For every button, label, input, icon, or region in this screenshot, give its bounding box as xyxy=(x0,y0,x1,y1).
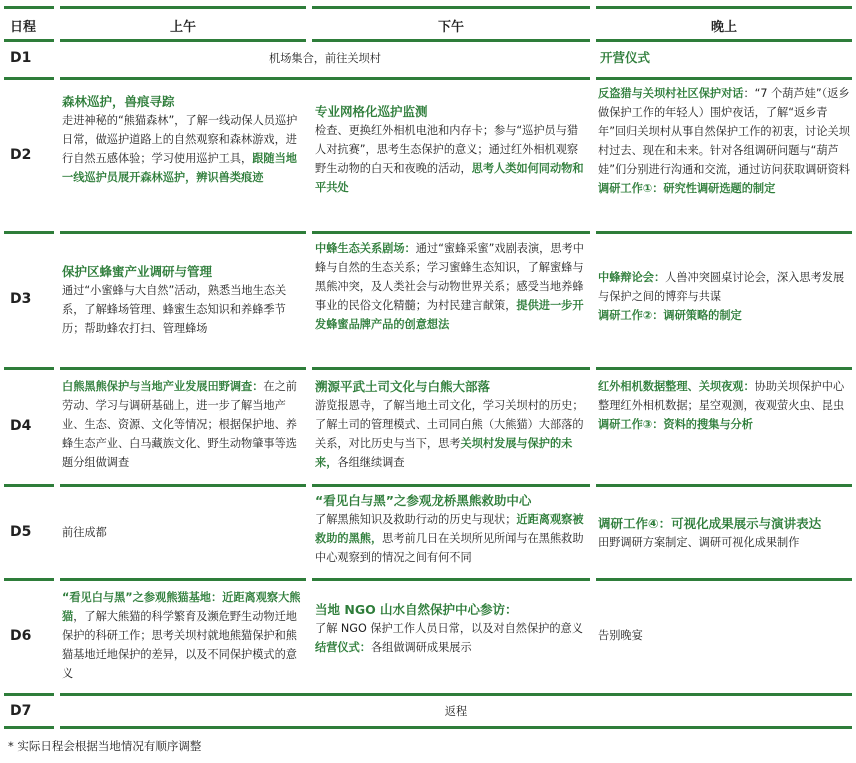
d3-afternoon-title: 中蜂生态关系剧场： xyxy=(315,242,416,255)
row-rule xyxy=(596,39,852,42)
row-rule xyxy=(60,693,852,696)
header-rule xyxy=(4,6,54,9)
header-day: 日程 xyxy=(10,20,37,35)
d2-evening-text: ：“7 个葫芦娃”（返乡做保护工作的年轻人）围炉夜话，了解“返乡青年”回归关坝村从事自然保护工作的初衷，讨论关坝村过去、现在和未来。针对各组调研问题与“葫芦娃”们分别进行沟通和交流，通过访问获取调研资料 xyxy=(598,87,850,176)
header-morning: 上午 xyxy=(169,20,196,35)
d4-afternoon xyxy=(315,377,587,472)
d6-evening: 告别晚宴 xyxy=(598,629,643,642)
row-rule xyxy=(312,231,590,234)
d5-evening-text: 田野调研方案制定、调研可视化成果制作 xyxy=(598,536,800,549)
row-rule xyxy=(60,231,306,234)
row-rule xyxy=(596,367,852,370)
d2-morning-title: 森林巡护，兽痕寻踪 xyxy=(62,94,175,109)
d5-afternoon-tail: 思考前几日在关坝所见所闻与在黑熊救助中心观察到的情况之间有何不同 xyxy=(315,532,584,564)
d3-afternoon xyxy=(315,239,587,334)
d5-morning: 前往成都 xyxy=(62,526,107,539)
row-rule xyxy=(4,578,54,581)
d2-afternoon-highlight: 思考人类如何同动物和平共处 xyxy=(315,162,584,194)
footnote: * 实际日程会根据当地情况有顺序调整 xyxy=(8,739,202,753)
d1-evening-title: 开营仪式 xyxy=(600,50,651,65)
d3-evening xyxy=(598,268,850,325)
d3-afternoon-highlight: 提供进一步开发蜂蜜品牌产品的创意想法 xyxy=(315,299,584,331)
row-rule xyxy=(60,484,306,487)
d2-afternoon xyxy=(315,102,587,197)
row-rule xyxy=(4,484,54,487)
row-rule xyxy=(60,77,590,80)
d5-evening xyxy=(598,514,850,552)
day-label: D1 xyxy=(10,50,32,66)
day-label: D6 xyxy=(10,628,32,644)
d5-evening-highlight: 调研工作④：可视化成果展示与演讲表达 xyxy=(598,516,822,531)
d5-afternoon-highlight: 近距离观察被救助的黑熊， xyxy=(315,513,584,545)
row-rule xyxy=(596,578,852,581)
day-label: D4 xyxy=(10,418,32,434)
d2-morning xyxy=(62,92,304,187)
d5-afternoon-title: “看见白与黑”之参观龙桥黑熊救助中心 xyxy=(315,493,532,508)
header-rule xyxy=(60,6,306,9)
d4-afternoon-tail: 各组继续调查 xyxy=(337,456,405,469)
d6-afternoon-tail: 各组做调研成果展示 xyxy=(370,641,472,654)
header-rule xyxy=(312,6,590,9)
d3-morning xyxy=(62,262,304,338)
day-label: D3 xyxy=(10,291,32,307)
d6-afternoon-title: 当地 NGO 山水自然保护中心参访： xyxy=(315,602,518,617)
d2-morning-text: 走进神秘的“熊猫森林”，了解一线动保人员巡护日常，做巡护道路上的自然观察和森林游戏，进行自然五感体验；学习使用巡护工具， xyxy=(62,114,298,165)
d5-afternoon-text: 了解黑熊知识及救助行动的历史与现状； xyxy=(315,513,517,526)
d4-morning-title: 白熊黑熊保护与当地产业发展田野调查： xyxy=(62,380,264,393)
d2-afternoon-text: 检查、更换红外相机电池和内存卡；参与“巡护员与猎人对抗赛”，思考生态保护的意义；通过红外相机观察野生动物的白天和夜晚的活动， xyxy=(315,124,579,175)
d2-morning-highlight: 跟随当地一线巡护员展开森林巡护，辨识兽类痕迹 xyxy=(62,152,297,184)
day-label: D7 xyxy=(10,703,32,719)
d2-afternoon-title: 专业网格化巡护监测 xyxy=(315,104,428,119)
d4-evening-highlight: 调研工作③：资料的搜集与分析 xyxy=(598,418,753,431)
d4-evening-title: 红外相机数据整理、关坝夜观： xyxy=(598,380,755,393)
row-rule xyxy=(4,231,54,234)
d3-evening-title: 中蜂辩论会： xyxy=(598,271,666,284)
header-rule xyxy=(596,6,852,9)
row-rule xyxy=(4,726,54,729)
d6-afternoon xyxy=(315,600,587,657)
d2-evening-title: 反盗猎与关坝村社区保护对话 xyxy=(598,87,744,100)
d3-afternoon-text: 通过“蜜蜂采蜜”戏剧表演，思考中蜂与自然的生态关系；学习蜜蜂生态知识，了解蜜蜂与黑熊冲突，及人类社会与动物世界关系；感受当地养蜂事业的民俗文化精髓；为村民建言献策， xyxy=(315,242,584,312)
row-rule xyxy=(312,39,590,42)
d2-evening xyxy=(598,84,850,198)
d6-morning-title: “看见白与黑”之参观熊猫基地：近距离观察大熊猫 xyxy=(62,591,301,623)
row-rule xyxy=(312,578,590,581)
d3-evening-highlight: 调研工作②：调研策略的制定 xyxy=(598,309,742,322)
row-rule xyxy=(4,367,54,370)
row-rule xyxy=(60,39,306,42)
row-rule xyxy=(596,484,852,487)
header-evening: 晚上 xyxy=(710,20,737,35)
row-rule xyxy=(60,726,852,729)
d7-main: 返程 xyxy=(444,705,468,718)
row-rule xyxy=(596,77,852,80)
d4-morning xyxy=(62,377,304,472)
row-rule xyxy=(4,693,54,696)
row-rule xyxy=(596,231,852,234)
row-rule xyxy=(4,39,54,42)
d5-afternoon xyxy=(315,491,587,567)
row-rule xyxy=(60,578,306,581)
d4-afternoon-highlight: 关坝村发展与保护的未来， xyxy=(315,437,573,469)
day-label: D5 xyxy=(10,524,32,540)
d4-morning-text: 在之前劳动、学习与调研基础上，进一步了解当地产业、生态、资源、文化等情况；根据保护地、养蜂生态产业、白马藏族文化、野生动物肇事等选题分组做调查 xyxy=(62,380,297,469)
d3-morning-text: 通过“小蜜蜂与大自然”活动，熟悉当地生态关系，了解蜂场管理、蜂蜜生态知识和养蜂季节历；帮助蜂农打扫、管理蜂场 xyxy=(62,284,287,335)
row-rule xyxy=(312,367,590,370)
d3-evening-text: 人兽冲突圆桌讨论会，深入思考发展与保护之间的博弈与共谋 xyxy=(598,271,845,303)
d1-main: 机场集合，前往关坝村 xyxy=(269,52,381,65)
d4-afternoon-title: 溯源平武土司文化与白熊大部落 xyxy=(315,379,491,394)
day-label: D2 xyxy=(10,147,32,163)
d6-morning-text: ，了解大熊猫的科学繁育及濒危野生动物迁地保护的科研工作；思考关坝村就地熊猫保护和熊猫基地迁地保护的差异，以及不同保护模式的意义 xyxy=(62,610,297,680)
row-rule xyxy=(4,77,54,80)
d6-morning xyxy=(62,588,304,683)
header-afternoon: 下午 xyxy=(437,20,464,35)
d3-morning-title: 保护区蜂蜜产业调研与管理 xyxy=(62,264,213,279)
d4-afternoon-text: 游览报恩寺，了解当地土司文化，学习关坝村的历史；了解土司的管理模式、土司同白熊（大熊猫）大部落的关系，对比历史与当下，思考 xyxy=(315,399,584,450)
d4-evening-text: 协助关坝保护中心整理红外相机数据；星空观测，夜观萤火虫、昆虫 xyxy=(598,380,845,412)
d2-evening-highlight: 调研工作①：研究性调研选题的制定 xyxy=(598,182,776,195)
d6-afternoon-highlight: 结营仪式： xyxy=(315,641,371,654)
d1-evening xyxy=(600,48,850,68)
d6-afternoon-text: 了解 NGO 保护工作人员日常，以及对自然保护的意义 xyxy=(315,622,583,635)
d4-evening xyxy=(598,377,850,434)
row-rule xyxy=(312,484,590,487)
row-rule xyxy=(60,367,306,370)
